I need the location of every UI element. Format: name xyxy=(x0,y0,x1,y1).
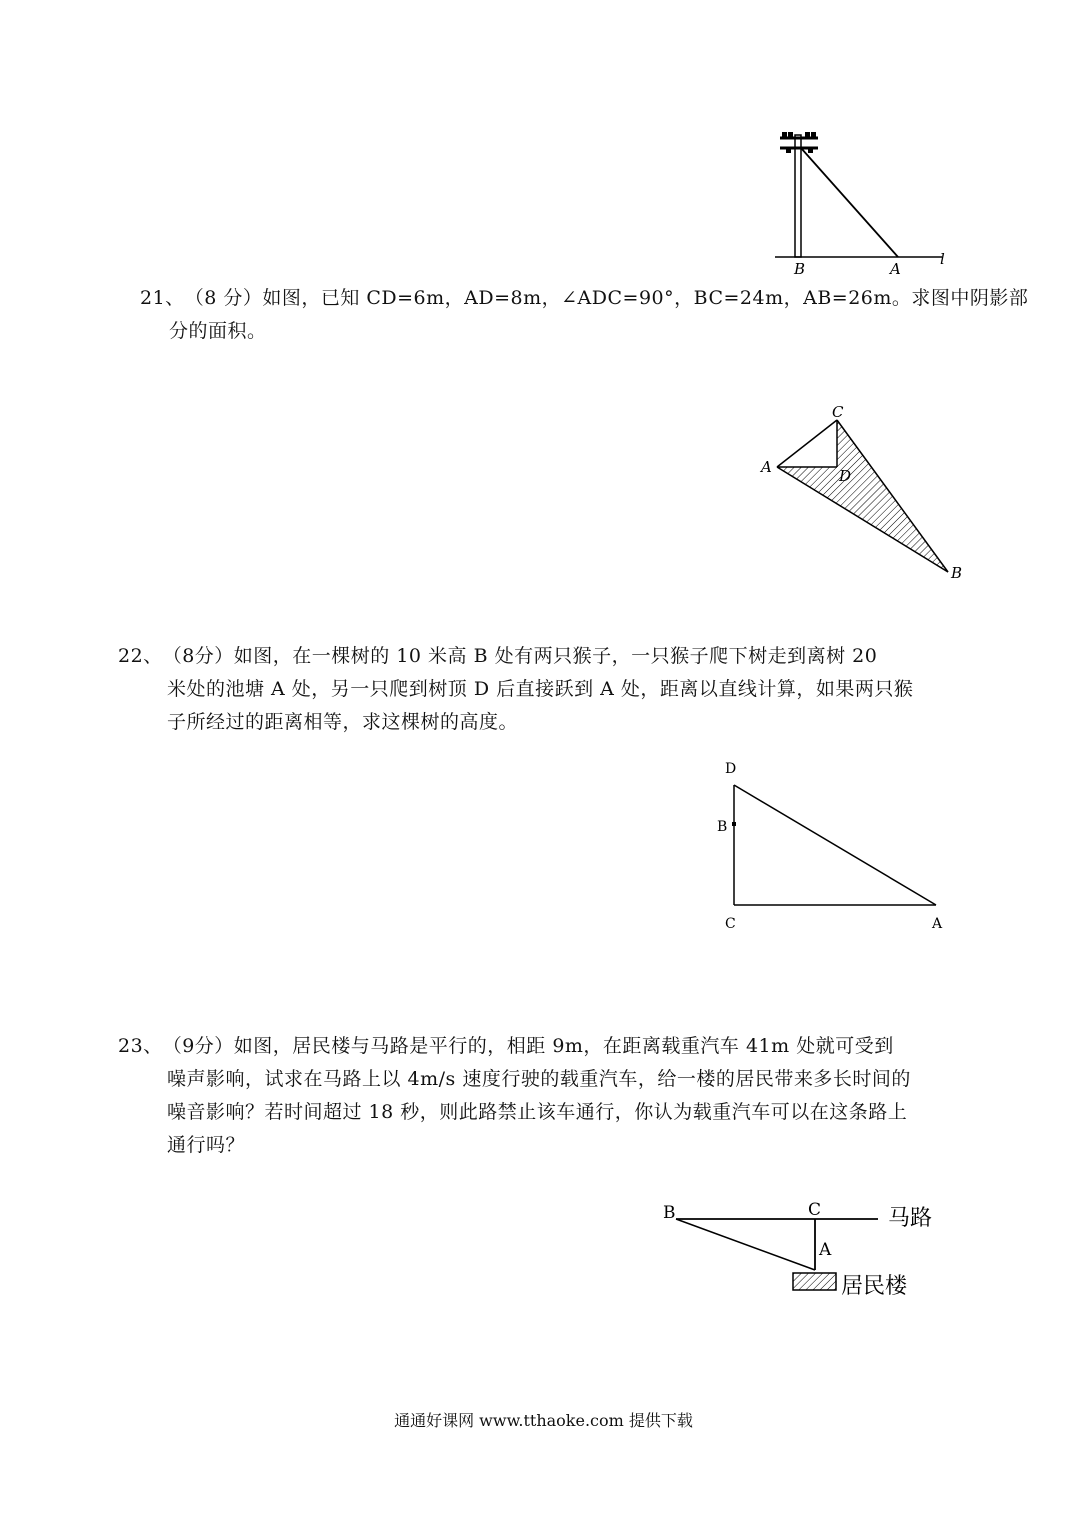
fig23-label-a: A xyxy=(819,1240,832,1260)
question-22-line-1: 22、（8分）如图，在一棵树的 10 米高 B 处有两只猴子，一只猴子爬下树走到离树 20 xyxy=(118,645,878,667)
fig22-label-d: D xyxy=(725,761,737,777)
fig21-label-d: D xyxy=(839,467,852,485)
page-footer: 通通好课网 www.tthaoke.com 提供下载 xyxy=(394,1411,693,1430)
pole-figure xyxy=(770,120,970,290)
question-23-line-1: 23、（9分）如图，居民楼与马路是平行的，相距 9m，在距离载重汽车 41m 处就可受到 xyxy=(118,1035,894,1057)
fig21-label-a: A xyxy=(761,458,772,476)
question-23 xyxy=(118,1030,911,1162)
question-21 xyxy=(140,282,1028,348)
question-22-line-2: 米处的池塘 A 处，另一只爬到树顶 D 后直接跃到 A 处，距离以直线计算，如果两只猴 xyxy=(167,678,914,700)
figure-23 xyxy=(660,1195,960,1315)
question-21-line-2: 分的面积。 xyxy=(169,320,267,342)
fig22-label-a: A xyxy=(932,916,943,932)
fig21-label-c: C xyxy=(832,403,844,421)
fig23-building-label: 居民楼 xyxy=(841,1274,908,1299)
pole-label-l: l xyxy=(940,250,945,268)
question-23-line-2: 噪声影响，试求在马路上以 4m/s 速度行驶的载重汽车，给一楼的居民带来多长时间的 xyxy=(167,1068,911,1090)
figure-22 xyxy=(715,755,975,945)
fig21-label-b: B xyxy=(951,564,963,582)
pole-label-b: B xyxy=(794,260,806,278)
question-23-line-4: 通行吗？ xyxy=(167,1134,246,1156)
fig23-road-label: 马路 xyxy=(888,1206,933,1231)
question-21-line-1: 21、（8 分）如图，已知 CD=6m，AD=8m，∠ADC=90°，BC=24m，AB=26m。求图中阴影部 xyxy=(140,287,1029,309)
question-22 xyxy=(118,640,913,739)
figure-21 xyxy=(755,400,975,590)
pole-label-a: A xyxy=(890,260,901,278)
fig22-label-b: B xyxy=(717,819,728,835)
fig23-label-b: B xyxy=(663,1203,676,1223)
fig23-label-c: C xyxy=(808,1200,822,1220)
question-23-line-3: 噪音影响？若时间超过 18 秒，则此路禁止该车通行，你认为载重汽车可以在这条路上 xyxy=(167,1101,908,1123)
question-22-line-3: 子所经过的距离相等，求这棵树的高度。 xyxy=(167,711,519,733)
fig22-label-c: C xyxy=(725,916,736,932)
